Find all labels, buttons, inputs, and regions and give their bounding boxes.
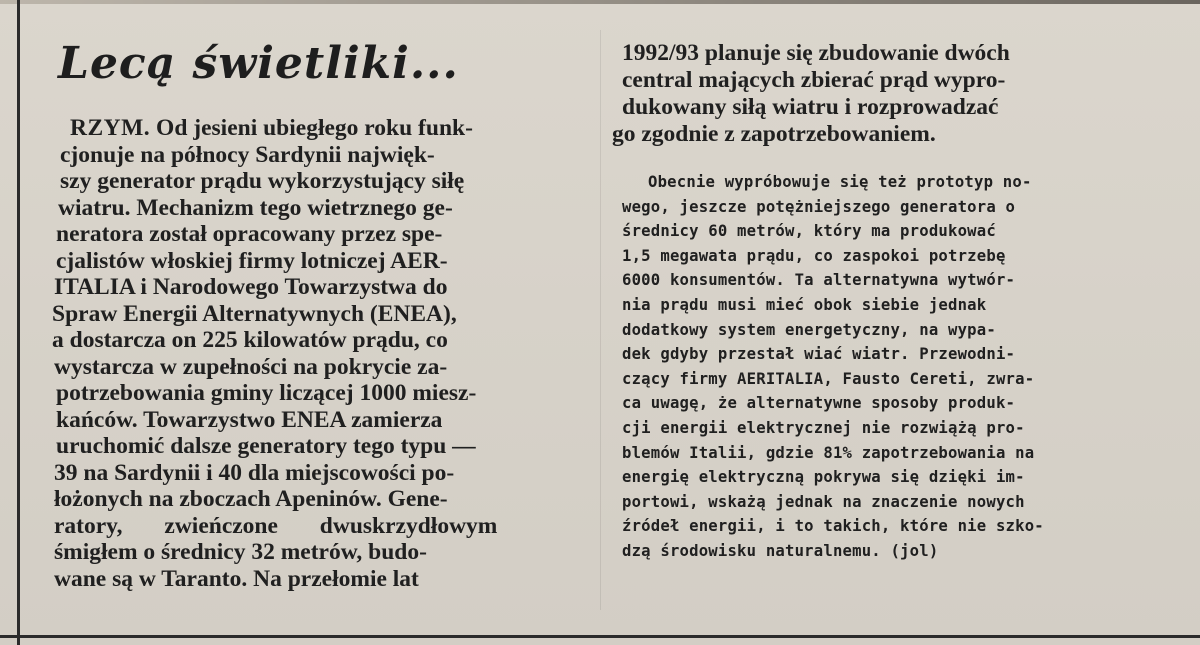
text-line: 6000 konsumentów. Ta alternatywna wytwór- [622,271,1016,290]
text-line: neratora został opracowany przez spe- [56,221,443,247]
text-line: wystarcza w zupełności na pokrycie za- [54,353,448,380]
text-line: cji energii elektrycznej nie rozwiążą pro- [622,418,1025,437]
text-line: wiatru. Mechanizm tego wietrznego ge- [58,194,453,221]
text-line: blemów Italii, gdzie 81% zapotrzebowania na [622,443,1035,462]
text-line: kańców. Towarzystwo ENEA zamierza [56,406,443,433]
text-line: dukowany siłą wiatru i rozprowadzać [622,94,999,120]
text-line: go zgodnie z zapotrzebowaniem. [612,121,936,147]
dateline: RZYM. [70,115,151,141]
text-line: dodatkowy system energetyczny, na wypa- [622,320,996,339]
text-line: 39 na Sardynii i 40 dla miejscowości po- [54,459,455,486]
text-line: źródeł energii, i to takich, które nie szko- [622,517,1044,536]
text-line: czący firmy AERITALIA, Fausto Cereti, zwra- [622,369,1035,388]
text-line: ca uwagę, że alternatywne sposoby produk- [622,394,1016,413]
text-line: wane są w Taranto. Na przełomie lat [54,565,419,592]
text-line: 1,5 megawata prądu, co zaspokoi potrzebę [622,246,1006,265]
text-line: cjalistów włoskiej firmy lotniczej AER- [56,247,448,274]
text-line: a dostarcza on 225 kilowatów prądu, co [52,327,448,353]
text-line: ITALIA i Narodowego Towarzystwa do [54,274,448,300]
left-border [17,0,20,645]
text-line: 1992/93 planuje się zbudowanie dwóch [622,40,1010,66]
text-line: łożonych na zboczach Apeninów. Gene- [54,486,448,512]
top-border [0,0,1200,4]
text-line: dzą środowisku naturalnemu. (jol) [622,541,939,560]
text-line: śmigłem o średnicy 32 metrów, budo- [54,539,427,565]
text-line: szy generator prądu wykorzystujący siłę [60,168,465,194]
text-line: wego, jeszcze potężniejszego generatora o [622,197,1016,216]
text-line: nia prądu musi mieć obok siebie jednak [622,295,987,314]
bottom-border [0,635,1200,638]
text-line: dek gdyby przestał wiać wiatr. Przewodni- [622,345,1016,364]
text-line: ratory, zwieńczone dwuskrzydłowym [54,512,498,539]
text-line: central mających zbierać prąd wypro- [622,67,1006,93]
text-line: uruchomić dalsze generatory tego typu — [56,433,476,459]
left-column [52,115,513,592]
text-line-content: Od jesieni ubiegłego roku funk- [156,115,473,141]
text-line: cjonuje na północy Sardynii najwięk- [60,141,435,168]
text-line: energię elektryczną pokrywa się dzięki im- [622,468,1025,487]
text-line: Obecnie wypróbowuje się też prototyp no- [648,173,1032,191]
right-column-small-print [622,170,1044,564]
text-line: potrzebowania gminy liczącej 1000 miesz- [56,380,477,406]
right-column-top [612,40,1010,148]
article-headline: Lecą świetliki... [58,38,459,89]
column-divider [600,30,601,610]
text-line: średnicy 60 metrów, który ma produkować [622,222,996,241]
text-line: portowi, wskażą jednak na znaczenie nowych [622,492,1025,511]
text-line [70,115,513,142]
text-line: Spraw Energii Alternatywnych (ENEA), [52,300,457,327]
